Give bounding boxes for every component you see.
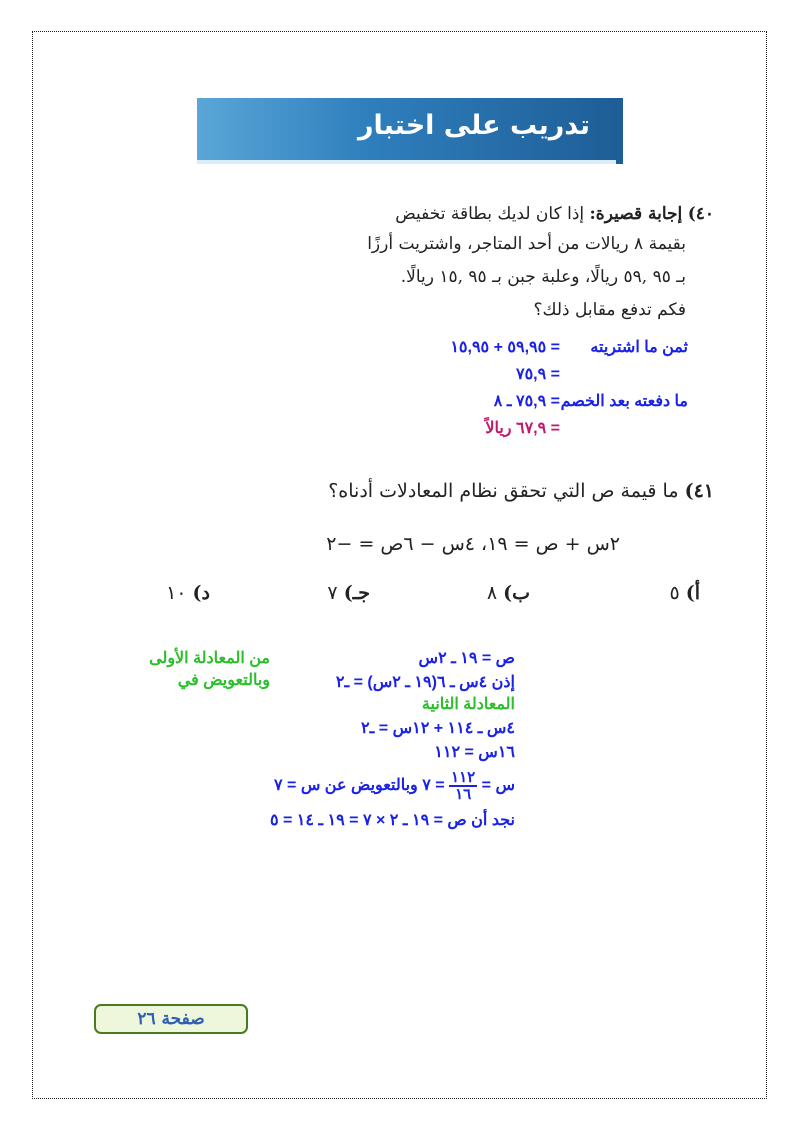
q41-line — [328, 480, 714, 502]
a41-line5-post: = ٧ وبالتعويض عن س = ٧ — [273, 777, 445, 795]
q40-label: إجابة قصيرة: — [589, 204, 683, 224]
q41-choice-d: د) ١٠ — [166, 582, 210, 604]
page-frame — [32, 31, 767, 1099]
a41-line1: ص = ١٩ ـ ٢س — [418, 650, 515, 667]
a41-line6: نجد أن ص = ١٩ ـ ٢ × ٧ = ١٩ ـ ١٤ = ٥ — [269, 812, 515, 829]
a41-line5-pre: س = — [481, 777, 515, 795]
a40-label1: ثمن ما اشتريته — [590, 339, 688, 356]
banner-edge — [616, 156, 623, 164]
a41-line2: إذن ٤س ـ ٦(١٩ ـ ٢س) = ـ٢ — [335, 674, 515, 691]
a40-step3: = ٧٥,٩ ـ ٨ — [493, 393, 560, 410]
q40-line2: بقيمة ٨ ريالات من أحد المتاجر، واشتريت أرزًا — [367, 234, 686, 254]
banner-shadow — [197, 160, 623, 164]
a41-line3: ٤س ـ ١١٤ + ١٢س = ـ٢ — [361, 720, 515, 737]
a40-step2: = ٧٥,٩ — [515, 366, 560, 383]
fraction-numerator: ١١٢ — [451, 769, 476, 786]
q40-number: ٤٠) — [687, 204, 714, 224]
a41-note1b: وبالتعويض في — [177, 672, 270, 689]
a41-line4: ١٦س = ١١٢ — [434, 744, 515, 761]
a40-step1: = ٥٩,٩٥ + ١٥,٩٥ — [450, 339, 560, 356]
q41-choice-c: جـ) ٧ — [327, 582, 370, 604]
q41-choice-a: أ) ٥ — [669, 582, 700, 604]
a40-result: = ٦٧,٩ ريالاً — [485, 420, 560, 437]
q40-line4: فكم تدفع مقابل ذلك؟ — [533, 300, 686, 320]
q41-choice-b: ب) ٨ — [486, 582, 530, 604]
q40-line1 — [395, 204, 714, 224]
q41-number: ٤١) — [684, 480, 714, 502]
a41-fraction — [449, 770, 477, 802]
q41-equations: ٢س + ص = ١٩، ٤س − ٦ص = −٢ — [326, 533, 620, 555]
banner-title: تدريب على اختبار — [357, 110, 590, 141]
q40-text1: إذا كان لديك بطاقة تخفيض — [395, 204, 585, 224]
q41-text: ما قيمة ص التي تحقق نظام المعادلات أدناه؟ — [328, 480, 679, 502]
a41-note2: المعادلة الثانية — [421, 696, 515, 713]
q40-line3: بـ ٩٥ ,٥٩ ريالًا، وعلبة جبن بـ ٩٥ ,١٥ ريالًا. — [400, 267, 686, 287]
page-number-badge: صفحة ٢٦ — [94, 1004, 248, 1034]
a40-label2: ما دفعته بعد الخصم — [560, 393, 688, 410]
a41-note1a: من المعادلة الأولى — [149, 650, 270, 667]
a41-line5 — [274, 770, 515, 802]
fraction-denominator: ١٦ — [455, 786, 472, 803]
